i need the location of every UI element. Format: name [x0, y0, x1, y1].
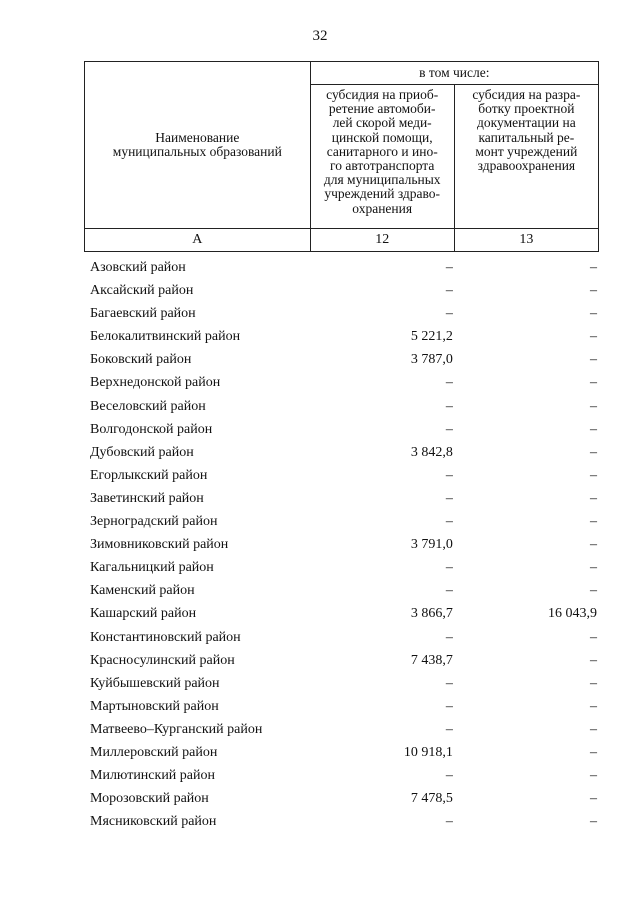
row-value-12: 3 866,7 [410, 606, 453, 622]
row-name: Волгодонской район [90, 421, 213, 437]
row-name: Кагальницкий район [90, 560, 214, 576]
row-value-13: – [590, 583, 597, 599]
row-value-13: – [590, 375, 597, 391]
table-row [84, 325, 599, 348]
row-value-13: – [590, 814, 597, 830]
row-value-13: – [590, 698, 597, 714]
header-col-13: субсидия на разра- ботку проектной документации на капитальный ре- монт учреждений здравоохранения [454, 85, 598, 229]
table-row [84, 787, 599, 810]
row-value-12: – [445, 490, 453, 506]
row-value-13: – [590, 421, 597, 437]
row-name: Заветинский район [90, 490, 204, 506]
table-row [84, 510, 599, 533]
row-name: Егорлыкский район [90, 467, 208, 483]
row-value-12: 3 842,8 [410, 444, 453, 460]
row-name: Морозовский район [90, 791, 209, 807]
table-row [84, 764, 599, 787]
row-value-12: 3 787,0 [410, 352, 453, 368]
row-name: Дубовский район [90, 444, 194, 460]
row-value-13: – [590, 791, 597, 807]
row-value-12: – [445, 675, 453, 691]
table-row [84, 556, 599, 579]
row-value-13: – [590, 744, 597, 760]
row-value-12: – [445, 768, 453, 784]
table-row [84, 579, 599, 602]
table-row [84, 279, 599, 302]
row-value-12: – [445, 260, 453, 275]
table-row [84, 533, 599, 556]
table-row [84, 741, 599, 764]
row-value-13: – [590, 560, 597, 576]
row-value-12: – [445, 698, 453, 714]
row-value-13: – [590, 652, 597, 668]
row-name: Азовский район [90, 260, 186, 275]
row-value-13: – [590, 537, 597, 553]
row-value-13: – [590, 768, 597, 784]
page-number: 32 [312, 28, 328, 44]
row-value-12: – [445, 467, 453, 483]
row-name: Куйбышевский район [90, 675, 220, 691]
row-value-12: – [445, 583, 453, 599]
header-group-label: в том числе: [310, 62, 598, 85]
row-value-13: – [590, 467, 597, 483]
table-header [84, 61, 599, 252]
row-name: Мартыновский район [90, 698, 219, 714]
row-name: Зерноградский район [90, 514, 218, 530]
row-name: Милютинский район [90, 768, 216, 784]
row-value-12: – [445, 306, 453, 322]
table-row [84, 487, 599, 510]
table-row [84, 718, 599, 741]
row-value-13: – [590, 490, 597, 506]
table-row [84, 348, 599, 371]
row-value-12: – [445, 283, 453, 299]
row-value-13: – [590, 444, 597, 460]
row-name: Веселовский район [90, 398, 206, 414]
row-value-12: – [445, 398, 453, 414]
row-value-13: – [590, 721, 597, 737]
row-name: Каменский район [90, 583, 195, 599]
row-value-13: – [590, 260, 597, 275]
table-row [84, 371, 599, 394]
table-row [84, 810, 599, 833]
row-value-13: – [590, 306, 597, 322]
row-value-12: 7 478,5 [410, 791, 453, 807]
row-name: Матвеево–Курганский район [90, 721, 263, 737]
row-name: Верхнедонской район [90, 375, 221, 391]
row-name: Мясниковский район [90, 814, 217, 830]
row-name: Белокалитвинский район [90, 329, 241, 345]
row-value-12: 7 438,7 [410, 652, 453, 668]
row-value-12: 5 221,2 [410, 329, 453, 345]
row-value-12: – [445, 375, 453, 391]
row-value-13: – [590, 329, 597, 345]
header-col-12: субсидия на приоб- ретение автомоби- лей скорой меди- цинской помощи, санитарного и ино- го автотранспорта для муниципальных учреждений здраво- охранения [310, 85, 454, 229]
row-name: Багаевский район [90, 306, 196, 322]
row-name: Зимовниковский район [90, 537, 229, 553]
row-value-12: 3 791,0 [410, 537, 453, 553]
header-num-12: 12 [310, 229, 454, 252]
row-value-13: – [590, 398, 597, 414]
row-value-12: – [445, 721, 453, 737]
row-name: Боковский район [90, 352, 192, 368]
row-value-12: 10 918,1 [403, 744, 453, 760]
row-name: Аксайский район [90, 283, 194, 299]
row-value-13: – [590, 629, 597, 645]
row-value-13: – [590, 283, 597, 299]
table-row [84, 602, 599, 625]
row-name: Кашарский район [90, 606, 197, 622]
header-name-column: Наименование муниципальных образований [85, 62, 311, 229]
row-value-13: 16 043,9 [548, 606, 597, 622]
table-row [84, 672, 599, 695]
table-row [84, 441, 599, 464]
table-body [84, 256, 599, 833]
table-row [84, 464, 599, 487]
table-row [84, 626, 599, 649]
table-row [84, 256, 599, 279]
row-value-12: – [445, 514, 453, 530]
table-row [84, 695, 599, 718]
table-row [84, 649, 599, 672]
row-value-13: – [590, 675, 597, 691]
row-value-12: – [445, 814, 453, 830]
table-row [84, 395, 599, 418]
header-num-13: 13 [454, 229, 598, 252]
row-value-12: – [445, 560, 453, 576]
row-value-13: – [590, 514, 597, 530]
table-row [84, 302, 599, 325]
header-num-a: А [85, 229, 311, 252]
row-name: Миллеровский район [90, 744, 218, 760]
table-row [84, 418, 599, 441]
row-name: Константиновский район [90, 629, 241, 645]
row-value-12: – [445, 629, 453, 645]
row-value-13: – [590, 352, 597, 368]
row-value-12: – [445, 421, 453, 437]
row-name: Красносулинский район [90, 652, 235, 668]
